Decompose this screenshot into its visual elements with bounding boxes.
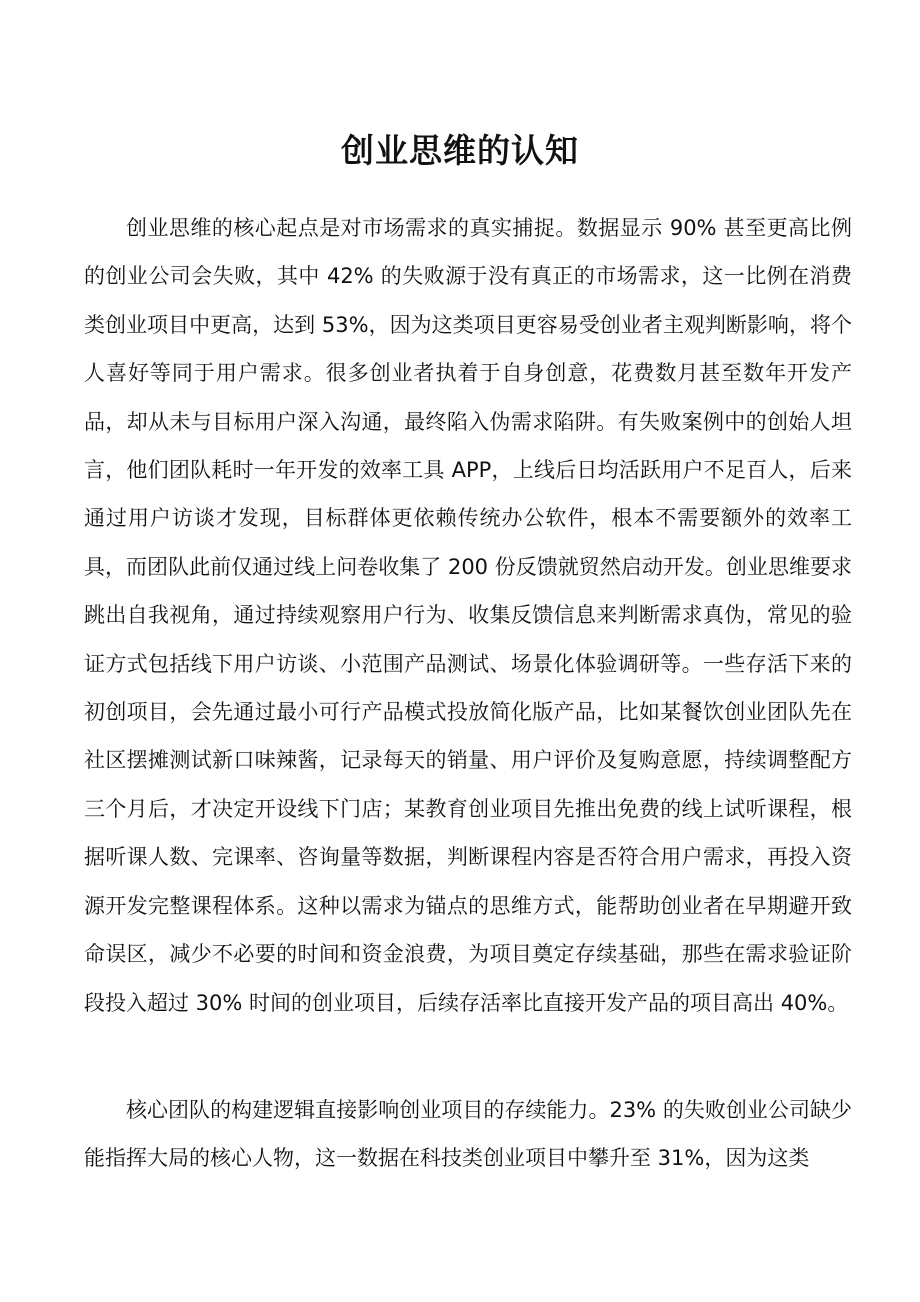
page-title: 创业思维的认知 — [341, 131, 579, 170]
paragraph-market-demand: 创业思维的核心起点是对市场需求的真实捕捉。数据显示 90% 甚至更高比例的创业公司会失败，其中 42% 的失败源于没有真正的市场需求，这一比例在消费类创业项目中更高，达到 53%，因为这类项目更容易受创业者主观判断影响，将个人喜好等同于用户需求。很多创业者执着于自身创意，花费数月甚至数年开发产品，却从未与目标用户深入沟通，最终陷入伪需求陷阱。有失败案例中的创始人坦言，他们团队耗时一年开发的效率工具 APP，上线后日均活跃用户不足百人，后来通过用户访谈才发现，目标群体更依赖传统办公软件，根本不需要额外的效率工具，而团队此前仅通过线上问卷收集了 200 份反馈就贸然启动开发。创业思维要求跳出自我视角，通过持续观察用户行为、收集反馈信息来判断需求真伪，常见的验证方式包括线下用户访谈、小范围产品测试、场景化体验调研等。一些存活下来的初创项目，会先通过最小可行产品模式投放简化版产品，比如某餐饮创业团队先在社区摆摊测试新口味辣酱，记录每天的销量、用户评价及复购意愿，持续调整配方三个月后，才决定开设线下门店；某教育创业项目先推出免费的线上试听课程，根据听课人数、完课率、咨询量等数据，判断课程内容是否符合用户需求，再投入资源开发完整课程体系。这种以需求为锚点的思维方式，能帮助创业者在早期避开致命误区，减少不必要的时间和资金浪费，为项目奠定存续基础，那些在需求验证阶段投入超过 30% 时间的创业项目，后续存活率比直接开发产品的项目高出 40%。 — [84, 216, 852, 1015]
paragraph-core-team: 核心团队的构建逻辑直接影响创业项目的存续能力。23% 的失败创业公司缺少能指挥大局的核心人物，这一数据在科技类创业项目中攀升至 31%，因为这类 — [84, 1098, 852, 1171]
